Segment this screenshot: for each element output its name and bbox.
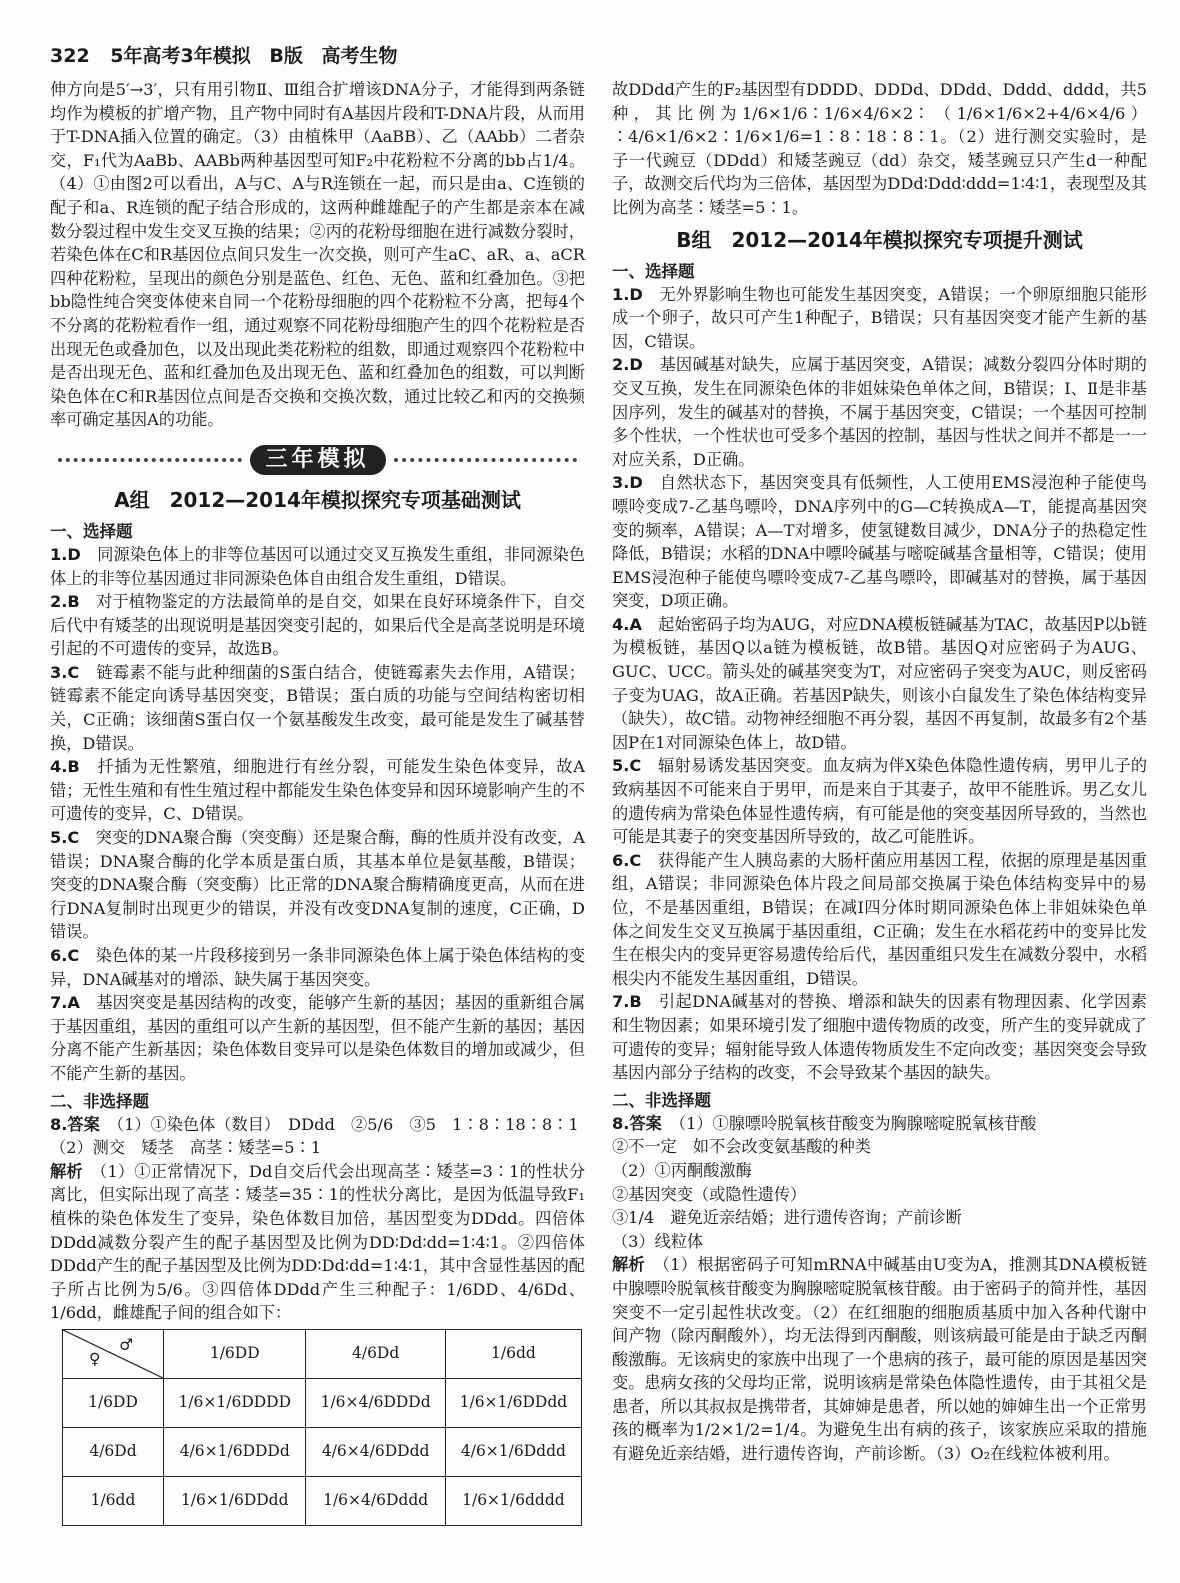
- group-b-title: B组 2012—2014年模拟探究专项提升测试: [676, 227, 1083, 252]
- table-row: [63, 1427, 582, 1476]
- group-a-item-1: [50, 543, 585, 590]
- item-number: 1.D: [50, 544, 81, 564]
- table-col-header: 4/6Dd: [306, 1329, 445, 1378]
- group-a-item-2: [50, 590, 585, 661]
- item-text: 对于植物鉴定的方法最简单的是自交，如果在良好环境条件下，自交后代中有矮茎的出现说明是基因突变引起的，如果后代全是高茎说明是环境引起的不可遗传的变异，故选B。: [50, 592, 586, 659]
- group-a-title: A组 2012—2014年模拟探究专项基础测试: [114, 487, 521, 512]
- table-row-header: 1/6dd: [63, 1476, 164, 1525]
- item-number: 5.C: [612, 756, 642, 776]
- group-b-item-6: [612, 849, 1147, 991]
- table-cell: 1/6×4/6DDDd: [306, 1378, 445, 1427]
- item-number: 4.B: [50, 757, 80, 777]
- group-a-q8-answer: [50, 1113, 585, 1137]
- item-text: 链霉素不能与此种细菌的S蛋白结合，使链霉素失去作用，A错误；链霉素不能定向诱导基因突变，B错误；蛋白质的功能与空间结构密切相关，C正确；该细菌S蛋白仅一个氨基酸发生改变，最可能是发生了碱基替换，D错误。: [50, 662, 586, 753]
- item-text: 扦插为无性繁殖，细胞进行有丝分裂，可能发生染色体变异，故A错；无性生殖和有性生殖过程中都能发生染色体变异和因环境影响产生的不可遗传的变异，C、D错误。: [50, 757, 585, 824]
- banner-dots-left: [58, 458, 242, 462]
- group-b-item-5: [612, 754, 1147, 848]
- answer-label: 8.答案: [612, 1113, 662, 1133]
- item-number: 3.D: [612, 473, 643, 493]
- group-a-item-5: [50, 826, 585, 944]
- group-b-q8-answer-5: ③1/4 避免近亲结婚；进行遗传咨询；产前诊断: [612, 1208, 962, 1228]
- item-text: 基因碱基对缺失，应属于基因突变，A错误；减数分裂四分体时期的交叉互换，发生在同源染色体的非姐妹染色单体之间，B错误；Ⅰ、Ⅱ是非基因序列，发生的碱基对的替换，不属于基因突变，C错误；一个基因可控制多个性状，一个性状也可受多个基因的控制，基因与性状之间并不都是一一对应关系，D正确。: [612, 355, 1147, 469]
- table-col-header: 1/6dd: [445, 1329, 581, 1378]
- group-b-section-choice: 一、选择题: [612, 261, 695, 281]
- item-number: 3.C: [50, 662, 80, 682]
- item-number: 2.D: [612, 355, 643, 375]
- diagonal-line: [63, 1330, 163, 1378]
- item-number: 5.C: [50, 828, 80, 848]
- book-series: 5年高考3年模拟: [110, 45, 251, 67]
- male-symbol: ♂: [119, 1335, 133, 1354]
- group-b-q8-answer: [612, 1112, 1147, 1136]
- table-cell: 1/6×1/6DDdd: [445, 1378, 581, 1427]
- group-b-item-4: [612, 613, 1147, 755]
- item-number: 4.A: [612, 614, 642, 634]
- table-cell: 4/6×4/6DDdd: [306, 1427, 445, 1476]
- group-b-q8-answer-6: （3）线粒体: [612, 1231, 704, 1251]
- group-a-q8-answer-2: （2）测交 矮茎 高茎∶矮茎=5∶1: [50, 1138, 322, 1158]
- group-b-q8-analysis: [612, 1253, 1147, 1465]
- gamete-table: [62, 1329, 582, 1526]
- analysis-label: 解析: [50, 1161, 83, 1181]
- item-number: 7.A: [50, 993, 80, 1013]
- answer-line-1: （1）①染色体（数目） DDdd ②5/6 ③5 1∶8∶18∶8∶1: [115, 1114, 579, 1134]
- item-text: 自然状态下，基因突变具有低频性，人工使用EMS浸泡种子能使鸟嘌呤变成7-乙基鸟嘌呤，DNA序列中的G—C转换成A—T，能提高基因突变的频率，A错误；A—T对增多，使氢键数目减少，DNA分子的热稳定性降低，B错误；水稻的DNA中嘌呤碱基与嘧啶碱基含量相等，C错误；使用EMS浸泡种子能使鸟嘌呤变成7-乙基鸟嘌呤，即碱基对的替换，属于基因突变，D项正确。: [612, 473, 1148, 611]
- group-b-q8-answer-4: ②基因突变（或隐性遗传）: [612, 1184, 807, 1204]
- table-cell: 1/6×1/6DDdd: [164, 1476, 306, 1525]
- group-b-item-1: [612, 283, 1147, 354]
- table-corner: [63, 1329, 164, 1378]
- item-text: 获得能产生人胰岛素的大肠杆菌应用基因工程，依据的原理是基因重组，A错误；非同源染色体片段之间局部交换属于染色体结构变异中的易位，不是基因重组，B错误；在减Ⅰ四分体时期同源染色体上非姐妹染色单体之间发生交叉互换属于基因重组，C正确；发生在水稻花药中的变异比发生在根尖内的变异更容易遗传给后代，基因重组只发生在减数分裂中，水稻根尖内不能发生基因重组，D错误。: [612, 850, 1148, 988]
- table-row-header: 4/6Dd: [63, 1427, 164, 1476]
- analysis-text: （1）根据密码子可知mRNA中碱基由U变为A，推测其DNA模板链中腺嘌呤脱氧核苷酸变为胸腺嘧啶脱氧核苷酸。由于密码子的简并性，基因突变不一定引起性状改变。（2）在红细胞的细胞质基质中加入各种代谢中间产物（除丙酮酸外），均无法得到丙酮酸，则该病最可能是由于缺乏丙酮酸激酶。无该病史的家族中出现了一个患病的孩子，最可能的原因是基因突变。患病女孩的父母均正常，说明该病是常染色体隐性遗传，由于其祖父是患者，所以其叔叔是携带者，其婶婶是患者，所以她的婶婶生出一个正常男孩的概率为1/2×1/2=1/4。为避免生出有病的孩子，该家族应采取的措施有避免近亲结婚，进行遗传咨询，产前诊断。（3）O₂在线粒体被利用。: [612, 1255, 1148, 1464]
- table-cell: 1/6×1/6DDDD: [164, 1378, 306, 1427]
- item-text: 突变的DNA聚合酶（突变酶）还是聚合酶，酶的性质并没有改变，A错误；DNA聚合酶的化学本质是蛋白质，其基本单位是氨基酸，B错误；突变的DNA聚合酶（突变酶）比正常的DNA聚合酶精确度更高，从而在进行DNA复制时出现更少的错误，并没有改变DNA复制的速度，C正确，D错误。: [50, 828, 586, 942]
- group-b-section-nonchoice: 二、非选择题: [612, 1090, 711, 1110]
- group-a-q8-analysis: [50, 1160, 585, 1325]
- page-number: 322: [50, 45, 90, 67]
- table-row: [63, 1378, 582, 1427]
- table-cell: 4/6×1/6Dddd: [445, 1427, 581, 1476]
- book-edition: B版: [269, 45, 303, 67]
- section-banner: [50, 440, 585, 480]
- banner-title: 三年模拟: [250, 445, 386, 475]
- group-a-section-choice: 一、选择题: [50, 521, 133, 541]
- table-cell: 1/6×4/6Dddd: [306, 1476, 445, 1525]
- left-intro-paragraph: 伸方向是5′→3′，只有用引物Ⅱ、Ⅲ组合扩增该DNA分子，才能得到两条链均作为模板的扩增产物，且产物中同时有A基因片段和T-DNA片段，从而用于T-DNA插入位置的确定。（3）由植株甲（AaBB）、乙（AAbb）二者杂交，F₁代为AaBb、AABb两种基因型可知F₂中花粉粒不分离的bb占1/4。（4）①由图2可以看出，A与C、A与R连锁在一起，而只是由a、C连锁的配子和a、R连锁的配子结合形成的，这两种雌雄配子的产生都是亲本在减数分裂过程中发生交叉互换的结果；②丙的花粉母细胞在进行减数分裂时，若染色体在C和R基因位点间只发生一次交换，则可产生aC、aR、a、aCR四种花粉粒，呈现出的颜色分别是蓝色、红色、无色、蓝和红叠加色。③把bb隐性纯合突变体使来自同一个花粉母细胞的四个花粉粒不分离，把每4个不分离的花粉粒看作一组，通过观察不同花粉母细胞产生的四个花粉粒是否出现无色或叠加色，以及出现此类花粉粒的组数，即通过观察四个花粉粒中是否出现无色、蓝和红叠加色及出现无色、蓝和红叠加色的组数，可以判断染色体在C和R基因位点间是否交换和交换次数，通过比较乙和丙的交换频率可确定基因A的功能。: [50, 80, 585, 430]
- banner-dots-right: [394, 458, 578, 462]
- item-text: 引起DNA碱基对的替换、增添和缺失的因素有物理因素、化学因素和生物因素；如果环境引发了细胞中遗传物质的改变，所产生的变异就成了可遗传的变异；辐射能导致人体遗传物质发生不定向改变；基因突变会导致基因内部分子结构的改变，不会导致某个基因的缺失。: [612, 992, 1147, 1083]
- item-number: 7.B: [612, 992, 642, 1012]
- item-text: 基因突变是基因结构的改变，能够产生新的基因；基因的重新组合属于基因重组，基因的重组可以产生新的基因型，但不能产生新的基因；基因分离不能产生新基因；染色体数目变异可以是染色体数目的增加或减少，但不能产生新的基因。: [50, 993, 586, 1083]
- answer-label: 8.答案: [50, 1114, 100, 1134]
- item-text: 辐射易诱发基因突变。血友病为伴X染色体隐性遗传病，男甲儿子的致病基因不可能来自于男甲，而是来自于其妻子，故甲不能胜诉。男乙女儿的遗传病为常染色体显性遗传病，有可能是他的突变基因所导致的，当然也可能是其妻子的突变基因所导致的，故乙可能胜诉。: [612, 756, 1148, 847]
- group-a-item-3: [50, 661, 585, 755]
- answer-line-1: （1）①腺嘌呤脱氧核苷酸变为胸腺嘧啶脱氧核苷酸: [677, 1113, 1037, 1133]
- item-text: 起始密码子均为AUG，对应DNA模板链碱基为TAC，故基因P以b链为模板链，基因Q以a链为模板链，故B错。基因Q对应密码子为AUG、GUC、UCC。箭头处的碱基突变为T，对应密码子突变为AUC，则反密码子变为UAG，故A正确。若基因P缺失，则该小白鼠发生了染色体结构变异（缺失），故C错。动物神经细胞不再分裂，基因不再复制，故最多有2个基因P在1对同源染色体上，故D错。: [612, 614, 1147, 752]
- group-a-item-4: [50, 755, 585, 826]
- group-b-q8-answer-3: （2）①丙酮酸激酶: [612, 1160, 752, 1180]
- analysis-text: （1）①正常情况下，Dd自交后代会出现高茎∶矮茎=3∶1的性状分离比，但实际出现了高茎∶矮茎=35∶1的性状分离比，是因为低温导致F₁植株的染色体发生了变异，染色体数目加倍，基因型变为DDdd。四倍体DDdd减数分裂产生的配子基因型及比例为DD∶Dd∶dd=1∶4∶1。②四倍体DDdd产生的配子基因型及比例为DD∶Dd∶dd=1∶4∶1，其中含显性基因的配子所占比例为5/6。③四倍体DDdd产生三种配子：1/6DD、4/6Dd、1/6dd，雌雄配子间的组合如下：: [50, 1161, 586, 1323]
- group-a-item-6: [50, 944, 585, 991]
- group-b-item-7: [612, 990, 1147, 1084]
- item-number: 2.B: [50, 592, 80, 612]
- item-text: 无外界影响生物也可能发生基因突变，A错误；一个卵原细胞只能形成一个卵子，故只可产生1种配子，B错误；只有基因突变才能产生新的基因，C错误。: [612, 284, 1147, 351]
- table-row: [63, 1329, 582, 1378]
- analysis-label: 解析: [612, 1255, 646, 1275]
- book-subject: 高考生物: [321, 45, 398, 67]
- group-b-item-2: [612, 353, 1147, 471]
- item-number: 1.D: [612, 284, 643, 304]
- page-header: [50, 38, 1150, 74]
- right-intro-paragraph: 故DDdd产生的F₂基因型有DDDD、DDDd、DDdd、Dddd、dddd，共5种，其比例为1/6×1/6∶1/6×4/6×2∶（1/6×1/6×2+4/6×4/6）∶4/6×1/6×2∶1/6×1/6=1∶8∶18∶8∶1。（2）进行测交实验时，是子一代豌豆（DDdd）和矮茎豌豆（dd）杂交，矮茎豌豆只产生d一种配子，故测交后代均为三倍体，基因型为DDd∶Ddd∶ddd=1∶4∶1，表现型及其比例为高茎∶矮茎=5∶1。: [612, 80, 1147, 217]
- left-column: [50, 78, 585, 1526]
- table-row: [63, 1476, 582, 1525]
- item-number: 6.C: [50, 946, 80, 965]
- table-cell: 4/6×1/6DDDd: [164, 1427, 306, 1476]
- table-col-header: 1/6DD: [164, 1329, 306, 1378]
- group-b-item-3: [612, 471, 1147, 613]
- item-text: 同源染色体上的非等位基因可以通过交叉互换发生重组，非同源染色体上的非等位基因通过非同源染色体自由组合发生重组，D错误。: [50, 544, 586, 588]
- item-number: 6.C: [612, 850, 642, 870]
- female-symbol: ♀: [89, 1350, 101, 1369]
- table-row-header: 1/6DD: [63, 1378, 164, 1427]
- group-b-q8-answer-2: ②不一定 如不会改变氨基酸的种类: [612, 1137, 871, 1157]
- item-text: 染色体的某一片段移接到另一条非同源染色体上属于染色体结构的变异，DNA碱基对的增添、缺失属于基因突变。: [50, 946, 586, 989]
- right-column: [612, 78, 1147, 1466]
- table-cell: 1/6×1/6dddd: [445, 1476, 581, 1525]
- group-a-section-nonchoice: 二、非选择题: [50, 1091, 149, 1111]
- group-a-item-7: [50, 991, 585, 1085]
